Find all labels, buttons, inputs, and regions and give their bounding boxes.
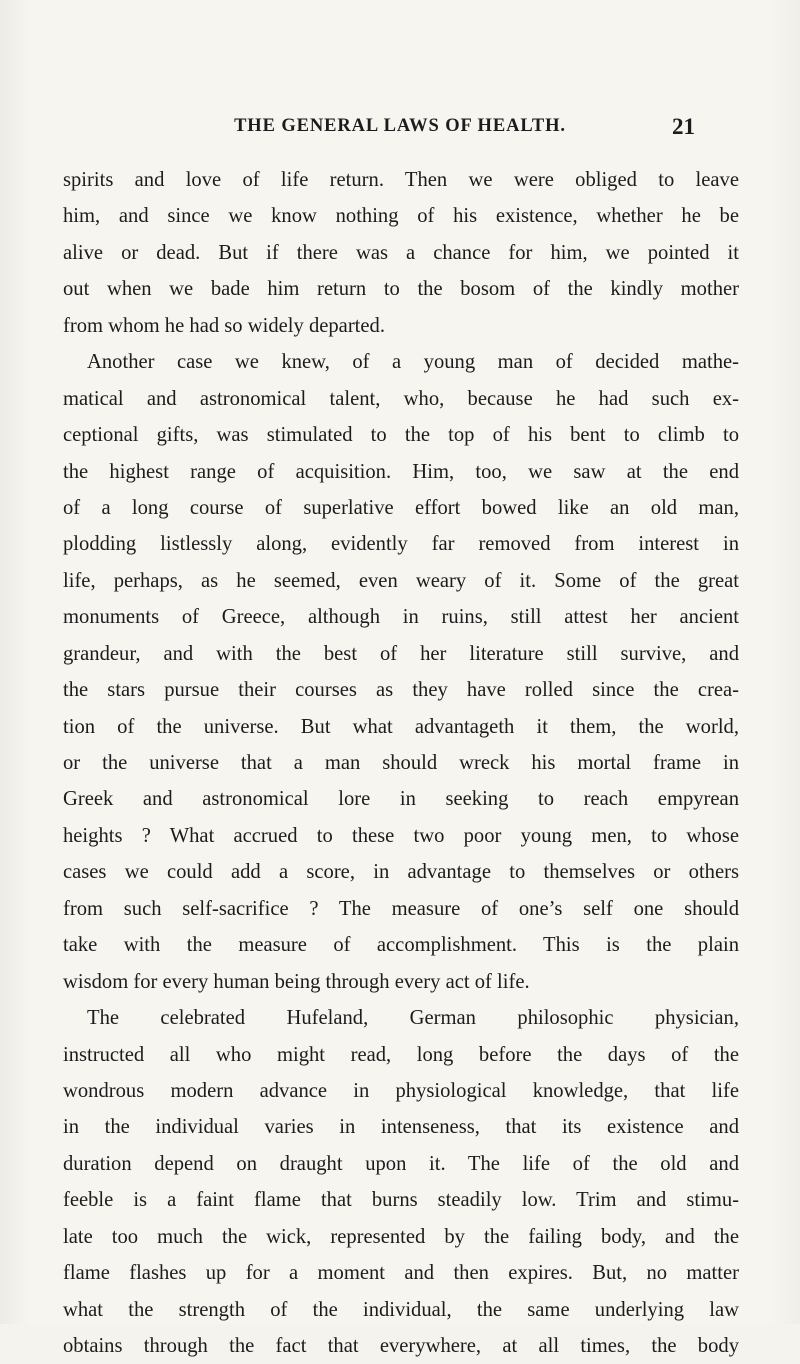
text-line: duration depend on draught upon it. The life of the old and — [63, 1152, 739, 1175]
text-line: obtains through the fact that everywhere, at all times, the body — [63, 1335, 739, 1357]
page-number: 21 — [672, 114, 695, 139]
text-line: feeble is a faint flame that burns steadily low. Trim and stimu- — [63, 1189, 739, 1212]
text-line: wisdom for every human being through every act of life. — [63, 970, 530, 993]
text-line: Another case we knew, of a young man of decided mathe- — [87, 351, 739, 374]
text-line: from whom he had so widely departed. — [63, 314, 385, 337]
text-line: flame flashes up for a moment and then expires. But, no matter — [63, 1262, 739, 1285]
text-line: or the universe that a man should wreck his mortal frame in — [63, 752, 739, 774]
text-line: from such self-sacrifice ? The measure of one’s self one should — [63, 897, 739, 920]
text-line: him, and since we know nothing of his existence, whether he be — [63, 205, 739, 228]
text-line: what the strength of the individual, the same underlying law — [63, 1298, 739, 1321]
running-head — [0, 114, 800, 142]
text-line: the highest range of acquisition. Him, too, we saw at the end — [63, 460, 739, 483]
text-line: cases we could add a score, in advantage to themselves or others — [63, 861, 739, 884]
text-line: take with the measure of accomplishment. This is the plain — [63, 934, 739, 957]
text-line: late too much the wick, represented by the failing body, and the — [63, 1225, 739, 1248]
text-line: in the individual varies in intenseness, that its existence and — [63, 1116, 739, 1139]
text-line: The celebrated Hufeland, German philosophic physician, — [87, 1007, 739, 1030]
chapter-title: THE GENERAL LAWS OF HEALTH. — [234, 116, 566, 136]
text-line: the stars pursue their courses as they have rolled since the crea- — [63, 679, 739, 702]
text-line: matical and astronomical talent, who, because he had such ex- — [63, 387, 739, 410]
text-line: heights ? What accrued to these two poor young men, to whose — [63, 824, 739, 847]
text-line: monuments of Greece, although in ruins, still attest her ancient — [63, 606, 739, 629]
text-line: spirits and love of life return. Then we were obliged to leave — [63, 169, 739, 191]
text-line: tion of the universe. But what advantageth it them, the world, — [63, 715, 739, 738]
text-line: of a long course of superlative effort bowed like an old man, — [63, 496, 739, 519]
text-line: instructed all who might read, long before the days of the — [63, 1043, 739, 1066]
body-text — [63, 162, 739, 1364]
text-line: alive or dead. But if there was a chance for him, we pointed it — [63, 241, 739, 264]
text-line: ceptional gifts, was stimulated to the top of his bent to climb to — [63, 424, 739, 447]
text-line: wondrous modern advance in physiological knowledge, that life — [63, 1079, 739, 1102]
text-line: out when we bade him return to the bosom of the kindly mother — [63, 278, 739, 301]
text-line: grandeur, and with the best of her literature still survive, and — [63, 642, 739, 665]
text-line: Greek and astronomical lore in seeking to reach empyrean — [63, 788, 739, 811]
text-line: life, perhaps, as he seemed, even weary of it. Some of the great — [63, 569, 739, 592]
text-line: plodding listlessly along, evidently far removed from interest in — [63, 533, 739, 556]
